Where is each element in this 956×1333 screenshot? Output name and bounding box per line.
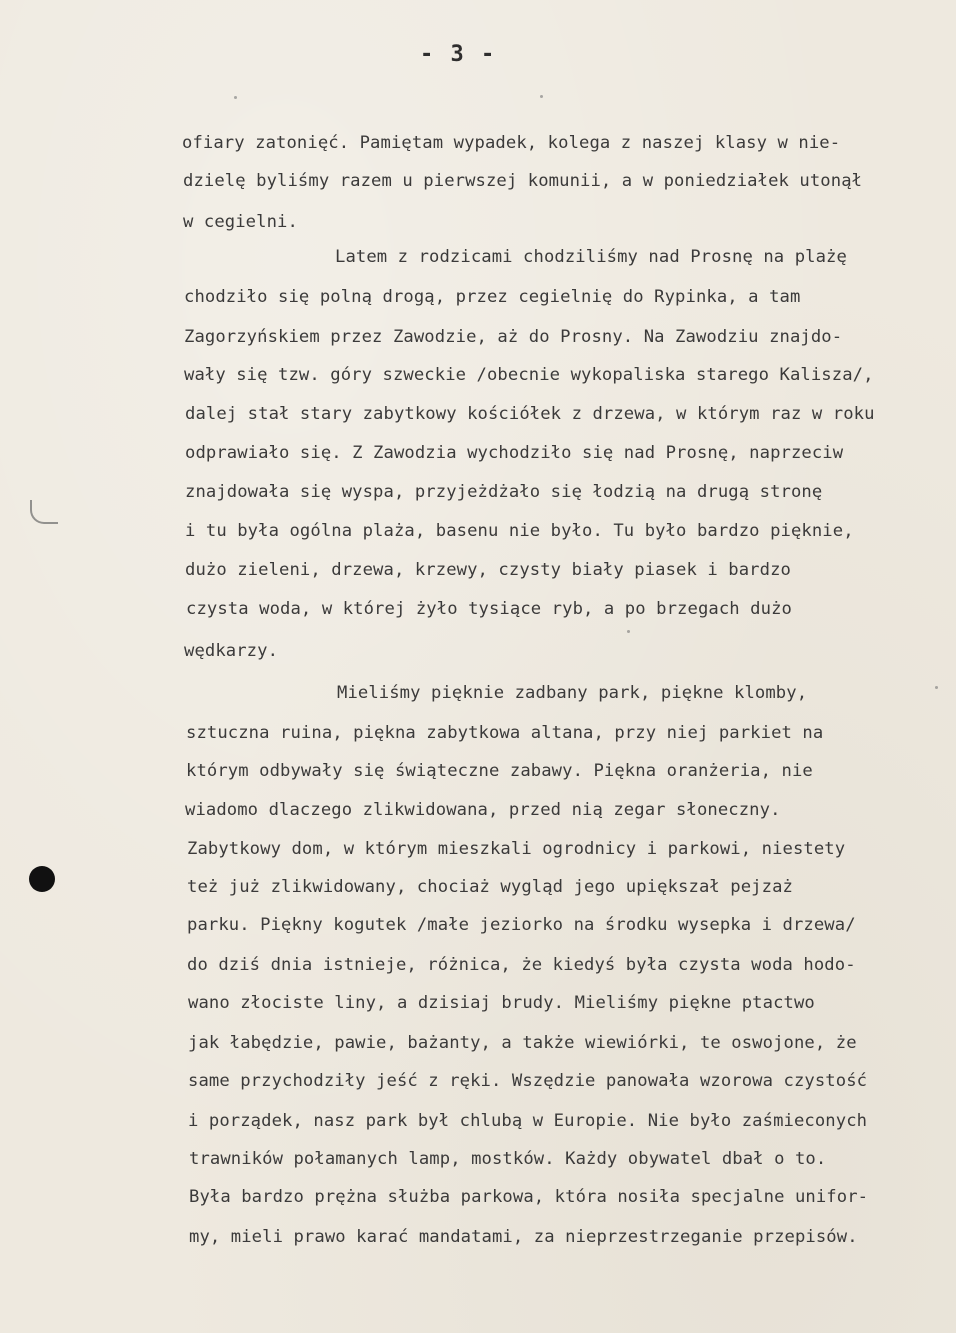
text-line-25: same przychodziły jeść z ręki. Wszędzie panowała wzorowa czystość xyxy=(188,1071,868,1091)
text-line-13: czysta woda, w której żyło tysiące ryb, a po brzegach dużo xyxy=(186,599,792,619)
text-line-17: którym odbywały się świąteczne zabawy. Piękna oranżeria, nie xyxy=(186,761,813,781)
text-line-21: parku. Piękny kogutek /małe jeziorko na środku wysepka i drzewa/ xyxy=(187,915,856,935)
text-line-5: chodziło się polną drogą, przez cegielnię do Rypinka, a tam xyxy=(184,287,801,307)
text-line-8: dalej stał stary zabytkowy kościółek z drzewa, w którym raz w roku xyxy=(185,404,875,424)
text-line-11: i tu była ogólna plaża, basenu nie było. Tu było bardzo pięknie, xyxy=(185,521,854,541)
text-line-19: Zabytkowy dom, w którym mieszkali ogrodnicy i parkowi, niestety xyxy=(187,839,846,859)
text-line-26: i porządek, nasz park był chlubą w Europie. Nie było zaśmieconych xyxy=(188,1111,868,1131)
text-line-9: odprawiało się. Z Zawodzia wychodziło się nad Prosnę, naprzeciw xyxy=(185,443,844,463)
text-line-20: też już zlikwidowany, chociaż wygląd jego upiększał pejzaż xyxy=(187,877,793,897)
text-line-12: dużo zieleni, drzewa, krzewy, czysty biały piasek i bardzo xyxy=(185,560,791,580)
paper-speck xyxy=(234,96,237,99)
text-line-3: w cegielni. xyxy=(183,212,298,232)
text-line-2: dzielę byliśmy razem u pierwszej komunii, a w poniedziałek utonął xyxy=(183,171,863,191)
text-line-16: sztuczna ruina, piękna zabytkowa altana, przy niej parkiet na xyxy=(186,723,824,743)
text-line-18: wiadomo dlaczego zlikwidowana, przed nią zegar słoneczny. xyxy=(185,800,781,820)
punch-hole xyxy=(29,866,55,892)
paper-speck xyxy=(935,686,938,689)
text-line-7: wały się tzw. góry szweckie /obecnie wykopaliska starego Kalisza/, xyxy=(184,365,874,385)
text-line-29: my, mieli prawo karać mandatami, za nieprzestrzeganie przepisów. xyxy=(189,1227,858,1247)
text-line-28: Była bardzo prężna służba parkowa, która nosiła specjalne unifor- xyxy=(189,1187,869,1207)
text-line-14: wędkarzy. xyxy=(184,641,279,661)
text-line-10: znajdowała się wyspa, przyjeżdżało się łodzią na drugą stronę xyxy=(185,482,823,502)
text-line-27: trawników połamanych lamp, mostków. Każdy obywatel dbał o to. xyxy=(189,1149,827,1169)
text-line-15: Mieliśmy pięknie zadbany park, piękne klomby, xyxy=(337,683,808,703)
text-line-1: ofiary zatonięć. Pamiętam wypadek, kolega z naszej klasy w nie- xyxy=(182,133,841,153)
text-line-24: jak łabędzie, pawie, bażanty, a także wiewiórki, te oswojone, że xyxy=(188,1033,857,1053)
text-line-22: do dziś dnia istnieje, różnica, że kiedyś była czysta woda hodo- xyxy=(187,955,856,975)
paper-speck xyxy=(627,630,630,633)
text-line-4: Latem z rodzicami chodziliśmy nad Prosnę na plażę xyxy=(335,247,847,267)
text-line-6: Zagorzyńskiem przez Zawodzie, aż do Prosny. Na Zawodziu znajdo- xyxy=(184,327,843,347)
page-number: - 3 - xyxy=(420,42,497,67)
paper-speck xyxy=(540,95,543,98)
margin-pencil-mark xyxy=(30,500,58,524)
text-line-23: wano złociste liny, a dzisiaj brudy. Mieliśmy piękne ptactwo xyxy=(188,993,815,1013)
